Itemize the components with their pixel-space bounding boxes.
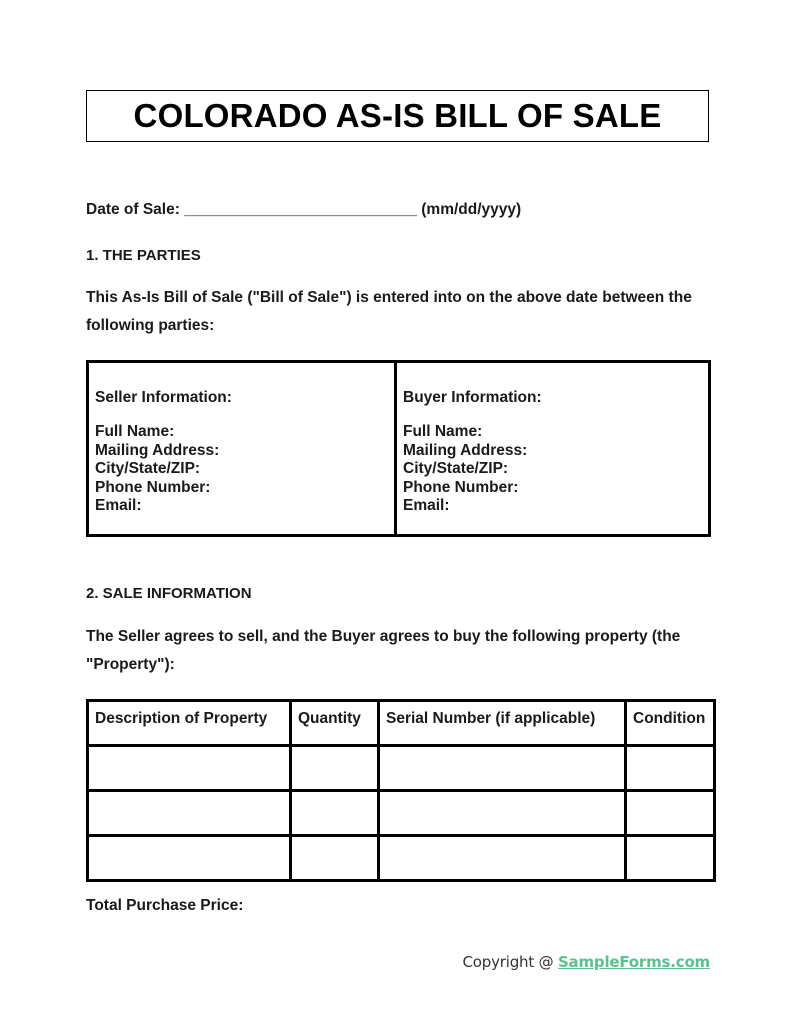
buyer-mailing-address[interactable]: Mailing Address: (403, 441, 528, 459)
cell-condition[interactable] (626, 836, 715, 881)
property-table (86, 699, 716, 882)
copyright-text: Copyright @ (462, 953, 558, 971)
sale-info-intro: The Seller agrees to sell, and the Buyer agrees to buy the following property (the "Property"): (86, 628, 681, 673)
col-quantity: Quantity (291, 701, 379, 746)
cell-serial-number[interactable] (379, 791, 626, 836)
seller-email[interactable]: Email: (95, 497, 142, 514)
seller-city-state-zip[interactable]: City/State/ZIP: (95, 460, 201, 477)
buyer-city-state-zip[interactable]: City/State/ZIP: (403, 460, 509, 477)
copyright-footer (463, 953, 710, 971)
total-purchase-price-label: Total Purchase Price: (86, 897, 244, 914)
cell-quantity[interactable] (291, 791, 379, 836)
buyer-phone-number[interactable]: Phone Number: (403, 478, 519, 496)
cell-description[interactable] (88, 836, 291, 881)
table-row (88, 836, 715, 881)
buyer-full-name[interactable]: Full Name: (403, 423, 483, 440)
section-heading-parties: 1. THE PARTIES (86, 247, 201, 264)
buyer-info-title: Buyer Information: (403, 389, 542, 406)
seller-mailing-address[interactable]: Mailing Address: (95, 441, 220, 459)
table-row (88, 746, 715, 791)
parties-intro: This As-Is Bill of Sale ("Bill of Sale") is entered into on the above date between the following parties: (86, 289, 692, 334)
buyer-info-cell (397, 363, 708, 534)
cell-condition[interactable] (626, 791, 715, 836)
date-of-sale-label: Date of Sale: (86, 201, 180, 218)
buyer-email[interactable]: Email: (403, 497, 450, 514)
cell-quantity[interactable] (291, 836, 379, 881)
col-serial-number: Serial Number (if applicable) (379, 701, 626, 746)
table-row (88, 791, 715, 836)
cell-description[interactable] (88, 746, 291, 791)
date-of-sale-line (86, 201, 521, 219)
seller-info-cell (89, 363, 397, 534)
title-box (86, 90, 709, 142)
cell-condition[interactable] (626, 746, 715, 791)
date-of-sale-blank[interactable]: ___________________________ (184, 201, 417, 218)
property-table-header-row (88, 701, 715, 746)
cell-serial-number[interactable] (379, 836, 626, 881)
parties-table (86, 360, 711, 537)
cell-quantity[interactable] (291, 746, 379, 791)
section-heading-sale-info: 2. SALE INFORMATION (86, 585, 252, 602)
seller-full-name[interactable]: Full Name: (95, 423, 175, 440)
sampleforms-link[interactable]: SampleForms.com (557, 953, 710, 971)
col-condition: Condition (626, 701, 715, 746)
cell-description[interactable] (88, 791, 291, 836)
date-format-hint: (mm/dd/yyyy) (421, 201, 522, 218)
seller-info-title: Seller Information: (95, 389, 232, 406)
col-description: Description of Property (88, 701, 291, 746)
seller-phone-number[interactable]: Phone Number: (95, 478, 211, 496)
document-title: COLORADO AS-IS BILL OF SALE (133, 97, 662, 134)
cell-serial-number[interactable] (379, 746, 626, 791)
